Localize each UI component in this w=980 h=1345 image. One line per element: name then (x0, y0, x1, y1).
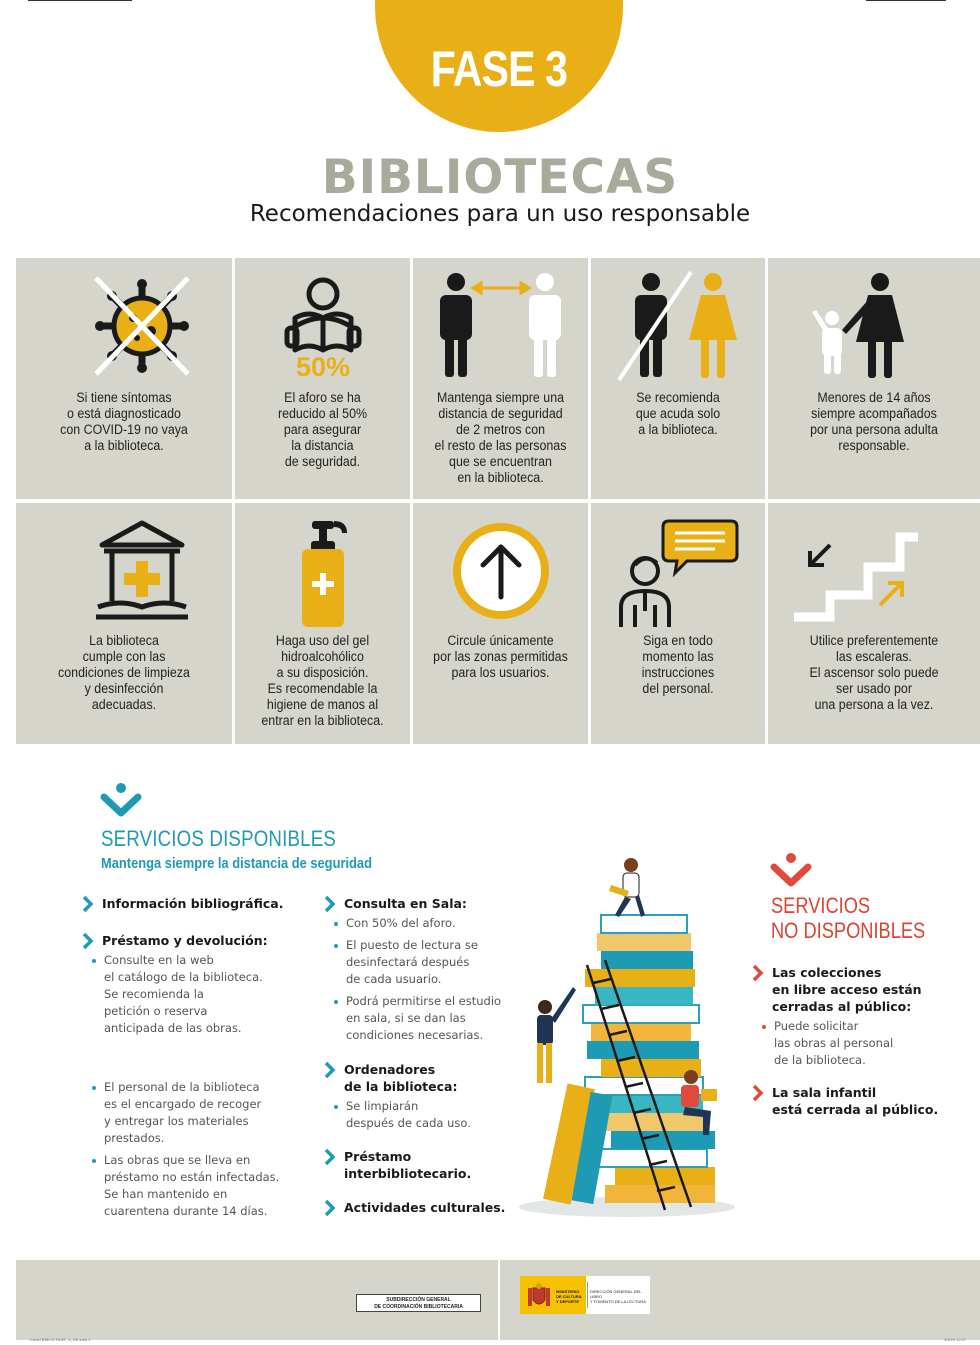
recommendation-text: Haga uso del gel hidroalcohólico a su disposición. Es recomendable la higiene de manos al entrar en la biblioteca. (261, 633, 384, 728)
recommendation-tile (413, 503, 588, 744)
service-detail: Podrá permitirse el estudio en sala, si se dan las condiciones necesarias. (332, 993, 534, 1044)
recommendation-tile (235, 503, 410, 744)
service-item: Préstamo y devolución: Consulte en la web el catálogo de la biblioteca. Se recomienda la petición o reserva anticipada de las obras. (82, 932, 312, 1042)
service-item: Ordenadores de la biblioteca: Se limpiarán después de cada uso. (324, 1061, 534, 1137)
red-check-icon (770, 853, 812, 889)
virus-crossed-icon (16, 270, 232, 388)
chevron-right-icon (324, 1199, 336, 1217)
print-slug-left: Cartel BIBLIO FASE_3_OK.indd 1 (30, 1337, 91, 1342)
coat-of-arms-icon (526, 1282, 552, 1310)
chevron-right-icon (82, 932, 94, 950)
svg-text:50%: 50% (295, 352, 351, 382)
service-item: Préstamo interbibliotecario. (324, 1148, 534, 1182)
service-item: Información bibliográfica. (82, 895, 302, 912)
clean-library-icon (16, 515, 232, 633)
direction-name: DIRECCIÓN GENERAL DEL LIBRO Y FOMENTO DE LA LECTURA (590, 1289, 646, 1304)
service-item (90, 1076, 320, 1225)
service-item: La sala infantil está cerrada al público. (752, 1084, 952, 1118)
service-detail: Las obras que se lleva en préstamo no están infectadas. Se han mantenido en cuarentena durante 14 días. (90, 1152, 320, 1220)
recommendation-tile (16, 503, 232, 744)
service-detail: El puesto de lectura se desinfectará después de cada usuario. (332, 937, 534, 988)
chevron-right-icon (82, 895, 94, 913)
service-detail: Consulte en la web el catálogo de la biblioteca. Se recomienda la petición o reserva anticipada de las obras. (90, 952, 312, 1037)
service-item: Actividades culturales. (324, 1199, 534, 1216)
print-slug-right: 3/6/20 12:27 (944, 1337, 967, 1342)
ministry-logo (520, 1276, 650, 1314)
check-icon (100, 783, 142, 819)
recommendation-tile (591, 258, 765, 499)
recommendation-text: El aforo se ha reducido al 50% para asegurar la distancia de seguridad. (277, 390, 368, 469)
recommendation-tile (768, 503, 980, 744)
service-detail: Puede solicitar las obras al personal de la biblioteca. (760, 1018, 952, 1069)
service-detail: El personal de la biblioteca es el encargado de recoger y entregar los materiales prestados. (90, 1079, 320, 1147)
recommendation-text: La biblioteca cumple con las condiciones de limpieza y desinfección adecuadas. (58, 633, 190, 712)
available-services-subtitle: Mantenga siempre la distancia de seguridad (101, 855, 372, 872)
footer-divider (498, 1260, 500, 1340)
recommendation-text: Mantenga siempre una distancia de seguridad de 2 metros con el resto de las personas que se encuentran en la biblioteca. (434, 390, 567, 485)
available-services-title: SERVICIOS DISPONIBLES (101, 826, 336, 851)
chevron-right-icon (752, 1084, 764, 1102)
subdirection-label: SUBDIRECCIÓN GENERAL DE COORDINACIÓN BIBLIOTECARIA (356, 1294, 481, 1312)
stairs-icon (768, 515, 980, 633)
staff-speech-icon (591, 515, 765, 633)
recommendation-tile (413, 258, 588, 499)
recommendation-text: Circule únicamente por las zonas permitidas para los usuarios. (433, 633, 568, 680)
recommendations-grid (16, 258, 980, 744)
reader-50-icon (235, 270, 410, 388)
unavailable-services-title: SERVICIOS NO DISPONIBLES (771, 893, 926, 943)
service-item: Las colecciones en libre acceso están cerradas al público: Puede solicitar las obras al personal de la biblioteca. (752, 964, 952, 1074)
crop-mark (28, 0, 132, 1)
service-detail: Se limpiarán después de cada uso. (332, 1098, 534, 1132)
crop-mark (866, 0, 946, 1)
service-item: Consulta en Sala: Con 50% del aforo. El puesto de lectura se desinfectará después de cada usuario. Podrá permitirse el estudio en sala, si se dan las condiciones necesarias. (324, 895, 534, 1049)
footer (16, 1260, 980, 1340)
single-person-icon (591, 270, 765, 388)
recommendation-tile (16, 258, 232, 499)
page-subtitle: Recomendaciones para un uso responsable (249, 201, 751, 227)
distance-icon (413, 270, 588, 388)
ministry-name: MINISTERIO DE CULTURA Y DEPORTE (556, 1289, 582, 1304)
book-stack-illustration (515, 845, 740, 1220)
recommendation-tile (768, 258, 980, 499)
recommendation-text: Utilice preferentemente las escaleras. El ascensor solo puede ser usado por una persona a la vez. (809, 633, 939, 712)
recommendation-tile (591, 503, 765, 744)
chevron-right-icon (324, 1061, 336, 1079)
service-detail: Con 50% del aforo. (332, 915, 534, 932)
child-adult-icon (768, 270, 980, 388)
recommendation-tile (235, 258, 410, 499)
phase-title: FASE 3 (430, 41, 568, 97)
recommendation-text: Si tiene síntomas o está diagnosticado con COVID-19 no vaya a la biblioteca. (60, 390, 188, 453)
recommendation-text: Se recomienda que acuda solo a la biblioteca. (635, 390, 721, 437)
hand-gel-icon (235, 515, 410, 633)
page-title: BIBLIOTECAS (321, 150, 679, 205)
recommendation-text: Siga en todo momento las instrucciones del personal. (641, 633, 715, 696)
chevron-right-icon (752, 964, 764, 982)
chevron-right-icon (324, 895, 336, 913)
recommendation-text: Menores de 14 años siempre acompañados por una persona adulta responsable. (810, 390, 938, 453)
chevron-right-icon (324, 1148, 336, 1166)
arrow-up-icon (413, 515, 588, 633)
